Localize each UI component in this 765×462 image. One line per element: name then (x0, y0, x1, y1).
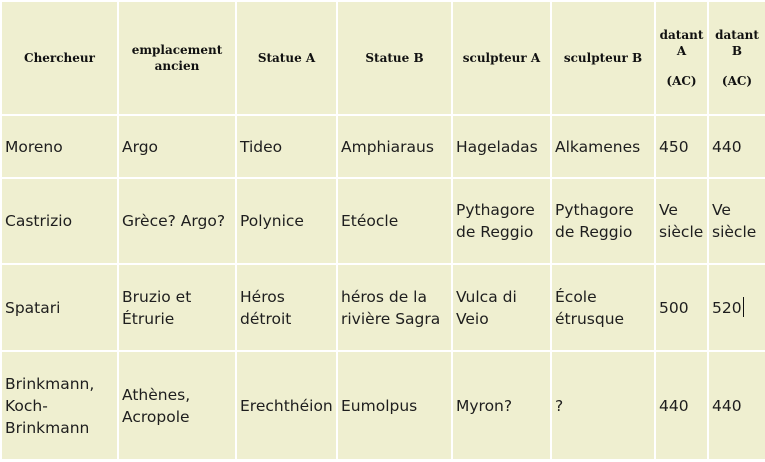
cell-datant-b-text: 520 (712, 298, 742, 317)
cell-emplacement[interactable]: Athènes, Acropole (118, 351, 236, 460)
cell-statue-b[interactable]: Etéocle (337, 178, 452, 264)
table-row (1, 264, 765, 351)
header-row (1, 1, 765, 115)
cell-datant-b[interactable]: Ve siècle (708, 178, 765, 264)
cell-sculpteur-a[interactable]: Hageladas (452, 115, 551, 178)
cell-datant-a[interactable]: 450 (655, 115, 708, 178)
header-datant-b: datant B (AC) (708, 1, 765, 115)
header-statue-a: Statue A (236, 1, 337, 115)
cell-statue-a[interactable]: Polynice (236, 178, 337, 264)
cell-sculpteur-b[interactable]: ? (551, 351, 655, 460)
cell-sculpteur-a[interactable]: Myron? (452, 351, 551, 460)
cell-datant-a[interactable]: 500 (655, 264, 708, 351)
cell-statue-a[interactable]: Erechthéion (236, 351, 337, 460)
cell-chercheur[interactable]: Castrizio (1, 178, 118, 264)
cell-emplacement[interactable]: Argo (118, 115, 236, 178)
cell-chercheur[interactable]: Brinkmann, Koch-Brinkmann (1, 351, 118, 460)
cell-datant-a[interactable]: 440 (655, 351, 708, 460)
header-emplacement: emplacement ancien (118, 1, 236, 115)
cell-emplacement[interactable]: Bruzio et Étrurie (118, 264, 236, 351)
cell-sculpteur-a[interactable]: Vulca di Veio (452, 264, 551, 351)
table-row (1, 115, 765, 178)
cell-chercheur[interactable]: Moreno (1, 115, 118, 178)
text-cursor (743, 297, 744, 317)
cell-chercheur[interactable]: Spatari (1, 264, 118, 351)
cell-emplacement[interactable]: Grèce? Argo? (118, 178, 236, 264)
cell-sculpteur-b[interactable]: École étrusque (551, 264, 655, 351)
cell-sculpteur-b[interactable]: Pythagore de Reggio (551, 178, 655, 264)
cell-statue-a[interactable]: Tideo (236, 115, 337, 178)
cell-datant-a[interactable]: Ve siècle (655, 178, 708, 264)
cell-sculpteur-b[interactable]: Alkamenes (551, 115, 655, 178)
cell-datant-b[interactable]: 440 (708, 351, 765, 460)
cell-statue-b[interactable]: Eumolpus (337, 351, 452, 460)
header-sculpteur-a: sculpteur A (452, 1, 551, 115)
header-datant-a: datant A (AC) (655, 1, 708, 115)
header-sculpteur-b: sculpteur B (551, 1, 655, 115)
cell-statue-b[interactable]: Amphiaraus (337, 115, 452, 178)
cell-statue-a[interactable]: Héros détroit (236, 264, 337, 351)
cell-datant-b[interactable]: 440 (708, 115, 765, 178)
cell-datant-b[interactable] (708, 264, 765, 351)
table-row (1, 351, 765, 460)
header-statue-b: Statue B (337, 1, 452, 115)
table-row (1, 178, 765, 264)
cell-statue-b[interactable]: héros de la rivière Sagra (337, 264, 452, 351)
cell-sculpteur-a[interactable]: Pythagore de Reggio (452, 178, 551, 264)
header-chercheur: Chercheur (1, 1, 118, 115)
